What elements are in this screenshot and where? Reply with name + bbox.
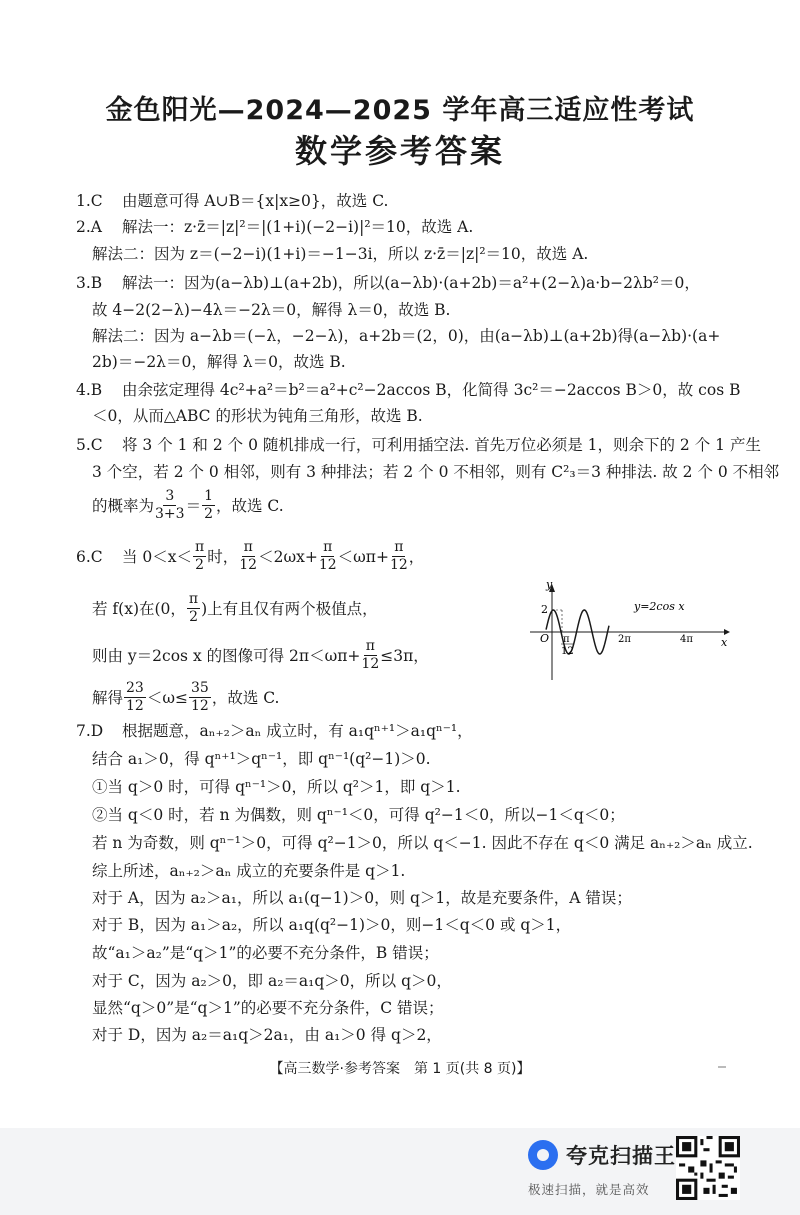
fraction: $\frac{\pi}{12}$: [361, 638, 380, 672]
tick-label-12: 12: [561, 646, 574, 657]
qr-code-icon: [676, 1136, 740, 1200]
scanner-brand-name: 夸克扫描王: [566, 1144, 676, 1168]
q1-text: 由题意可得 A∪B＝{x|x≥0}，故选 C.: [122, 192, 389, 210]
q3-text-4: 2b)＝−2λ＝0，解得 λ＝0，故选 B.: [92, 353, 346, 371]
scanner-brand: [528, 1140, 676, 1170]
q7-text-6: 综上所述，aₙ₊₂＞aₙ 成立的充要条件是 q＞1.: [92, 862, 406, 880]
q2-line-1: [76, 216, 473, 238]
q5-line-1: [76, 434, 761, 456]
fraction: $\frac{3}{3+3}$: [155, 488, 185, 522]
q6-number: 6.C: [76, 547, 103, 566]
q1-number: 1.C: [76, 192, 103, 210]
q5-text-3: 的概率为 $\frac{3}{3+3}$ ＝ $\frac{1}{2}$ ，故选 C.: [92, 488, 284, 522]
q6-line-2: 若 f(x)在(0， $\frac{\pi}{2}$ )上有且仅有两个极值点，: [92, 591, 378, 625]
q7-text-2: 结合 a₁＞0，得 qⁿ⁺¹＞qⁿ⁻¹，即 qⁿ⁻¹(q²−1)＞0.: [92, 750, 431, 768]
cosine-graph: [530, 580, 730, 680]
q3-text-3: 解法二：因为 a−λb＝(−λ，−2−λ)，a+2b＝(2，0)，由(a−λb)⊥(a+2b)得(a−λb)·(a+: [92, 327, 721, 345]
q3-text-1: 解法一：因为(a−λb)⊥(a+2b)，所以(a−λb)·(a+2b)＝a²+(2−λ)a·b−2λb²＝0，: [122, 274, 700, 292]
q2-number: 2.A: [76, 218, 102, 236]
q4-text-1: 由余弦定理得 4c²+a²＝b²＝a²+c²−2accos B，化简得 3c²＝−2accos B＞0，故 cos B: [122, 381, 741, 399]
q5-text-1: 将 3 个 1 和 2 个 0 随机排成一行，可利用插空法. 首先万位必须是 1，则余下的 2 个 1 产生: [122, 436, 761, 454]
page-footer: 【高三数学·参考答案 第 1 页(共 8 页)】: [269, 1061, 531, 1077]
q6-line-1: 6.C 当 0＜x＜ $\frac{\pi}{2}$ 时， $\frac{\pi}{12}$ ＜2ωx+ $\frac{\pi}{12}$ ＜ωπ+ $\frac{\pi}{12}$ ，: [76, 539, 425, 573]
curve-label: y=2cos x: [634, 600, 685, 613]
fraction: $\frac{23}{12}$: [126, 680, 144, 714]
answer-key-title: 数学参考答案: [294, 132, 505, 170]
q1-line: [76, 190, 388, 212]
exam-title: 金色阳光—2024—2025 学年高三适应性考试: [105, 95, 695, 126]
y-axis-label: y: [546, 580, 553, 591]
scan-mark: [718, 1066, 726, 1068]
q7-line-1: [76, 720, 473, 742]
q7-number: 7.D: [76, 722, 104, 740]
q7-text-3: ①当 q＞0 时，可得 qⁿ⁻¹＞0，所以 q²＞1，即 q＞1.: [92, 778, 461, 796]
q7-text-11: 显然“q＞0”是“q＞1”的必要不充分条件，C 错误；: [92, 999, 444, 1017]
q7-text-1: 根据题意，aₙ₊₂＞aₙ 成立时，有 a₁qⁿ⁺¹＞a₁qⁿ⁻¹，: [122, 722, 473, 740]
x-axis-arrow: [724, 629, 730, 635]
q3-text-2: 故 4−2(2−λ)−4λ＝−2λ＝0，解得 λ＝0，故选 B.: [92, 301, 451, 319]
q5-number: 5.C: [76, 436, 103, 454]
fraction: $\frac{\pi}{12}$: [318, 539, 337, 573]
fraction: $\frac{\pi}{12}$: [389, 539, 408, 573]
q3-number: 3.B: [76, 274, 103, 292]
fraction: $\frac{\pi}{12}$: [239, 539, 258, 573]
q7-text-8: 对于 B，因为 a₁＞a₂，所以 a₁q(q²−1)＞0，则−1＜q＜0 或 q＞1，: [92, 916, 572, 934]
scanner-slogan: 极速扫描，就是高效: [528, 1182, 650, 1197]
scanner-logo-icon: [528, 1140, 558, 1170]
q7-text-4: ②当 q＜0 时，若 n 为偶数，则 qⁿ⁻¹＜0，可得 q²−1＜0，所以−1＜q＜0；: [92, 806, 625, 824]
tick-label-2pi: 2π: [618, 634, 631, 645]
y-tick-label: 2: [541, 603, 548, 616]
x-axis-label: x: [721, 636, 728, 649]
q7-text-9: 故“a₁＞a₂”是“q＞1”的必要不充分条件，B 错误；: [92, 944, 439, 962]
tick-label-pi: π: [563, 634, 570, 645]
q4-number: 4.B: [76, 381, 103, 399]
q4-line-1: [76, 379, 740, 401]
fraction: $\frac{\pi}{2}$: [188, 591, 199, 625]
q7-text-12: 对于 D，因为 a₂＝a₁q＞2a₁，由 a₁＞0 得 q＞2，: [92, 1026, 442, 1044]
origin-label: O: [540, 632, 550, 645]
q6-line-3: 则由 y＝2cos x 的图像可得 2π＜ωπ+ $\frac{\pi}{12}$ ≤3π，: [92, 638, 429, 672]
q7-text-7: 对于 A，因为 a₂＞a₁，所以 a₁(q−1)＞0，则 q＞1，故是充要条件，A 错误；: [92, 889, 632, 907]
q2-solution-2: 解法二：因为 z＝(−2−i)(1+i)＝−1−3i，所以 z·z̄＝|z|²＝10，故选 A.: [92, 245, 589, 263]
fraction: $\frac{\pi}{2}$: [195, 539, 205, 573]
fraction: $\frac{1}{2}$: [204, 488, 213, 522]
q5-text-2: 3 个空，若 2 个 0 相邻，则有 3 种排法；若 2 个 0 不相邻，则有 C²₃＝3 种排法. 故 2 个 0 不相邻: [92, 463, 780, 481]
q6-line-4: 解得 $\frac{23}{12}$ ＜ω≤ $\frac{35}{12}$ ，故选 C.: [92, 680, 280, 714]
q7-text-10: 对于 C，因为 a₂＞0，即 a₂＝a₁q＞0，所以 q＞0，: [92, 972, 452, 990]
q2-solution-1: 解法一：z·z̄＝|z|²＝|(1+i)(−2−i)|²＝10，故选 A.: [122, 218, 474, 236]
q7-text-5: 若 n 为奇数，则 qⁿ⁻¹＞0，可得 q²−1＞0，所以 q＜−1. 因此不存在 q＜0 满足 aₙ₊₂＞aₙ 成立.: [92, 834, 753, 852]
q4-text-2: ＜0，从而△ABC 的形状为钝角三角形，故选 B.: [92, 407, 423, 425]
tick-label-4pi: 4π: [680, 634, 693, 645]
q3-line-1: [76, 272, 700, 294]
fraction: $\frac{35}{12}$: [190, 680, 209, 714]
